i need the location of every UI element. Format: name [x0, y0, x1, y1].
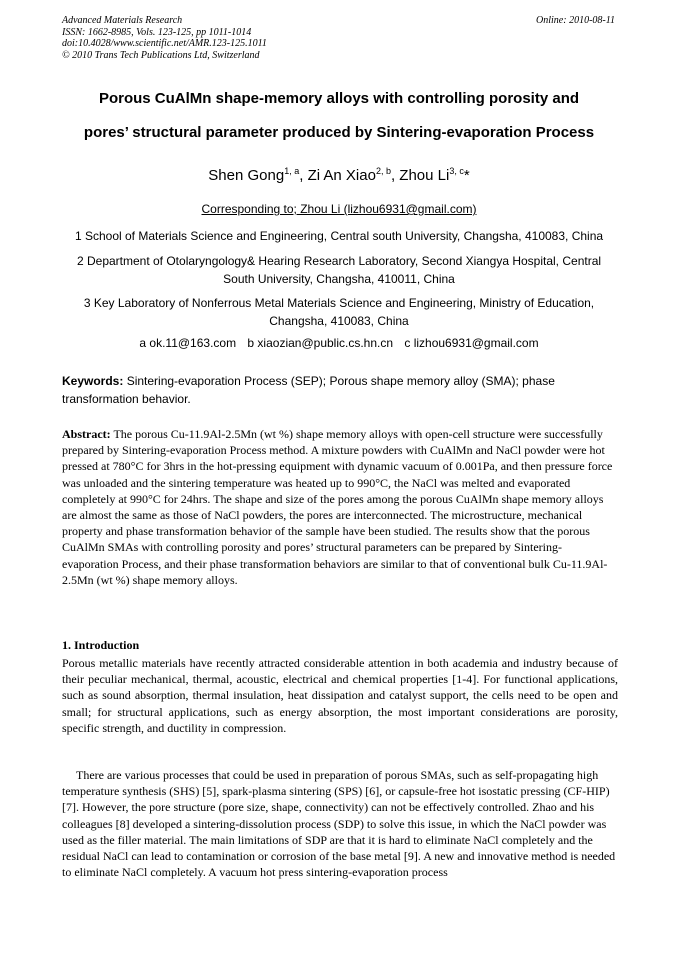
- author-affil-mark: 1, a: [284, 166, 300, 176]
- keywords-text: Sintering-evaporation Process (SEP); Porous shape memory alloy (SMA); phase transformation behavior.: [62, 374, 555, 406]
- email-b[interactable]: b xiaozian@public.cs.hn.cn: [247, 336, 394, 350]
- abstract: [62, 426, 618, 588]
- paper-title-line-1: Porous CuAlMn shape-memory alloys with controlling porosity and: [98, 90, 580, 107]
- introduction-paragraph-2: There are various processes that could be used in preparation of porous SMAs, such as self-propagating high temperature synthesis (SHS) [5], spark-plasma sintering (SPS) [6], or capsule-free hot isostatic pressing (CF-HIP) [7]. However, the pore structure (pore size, shape, connectivity) can not be effectively controlled. Zhao and his colleagues [8] developed a sintering-dissolution process (SDP) to solve this issue, in which the NaCl powder was used as the filler material. The main limitations of SDP are that it is hard to eliminate NaCl completely and the residual NaCl can lead to contamination or corrosion of the base metal [9]. A new and innovative method is needed to eliminate NaCl completely. A vacuum hot press sintering-evaporation process: [62, 768, 616, 880]
- affiliation-2: 2 Department of Otolaryngology& Hearing Research Laboratory, Second Xiangya Hospital, Central South University, Changsha, 410011, China: [76, 254, 602, 286]
- author-name: Shen Gong: [208, 167, 285, 184]
- author-name: Zhou Li: [399, 167, 450, 184]
- section-heading-introduction: 1. Introduction: [62, 638, 140, 652]
- author-separator: *: [463, 167, 470, 184]
- author-affil-mark: 3, c: [449, 166, 464, 176]
- paper-title-line-2: pores’ structural parameter produced by Sintering-evaporation Process: [83, 124, 595, 141]
- journal-copyright: © 2010 Trans Tech Publications Ltd, Switzerland: [62, 49, 260, 61]
- affiliation-3: 3 Key Laboratory of Nonferrous Metal Materials Science and Engineering, Ministry of Education, Changsha, 410083, China: [83, 296, 595, 328]
- introduction-paragraph-1: Porous metallic materials have recently attracted considerable attention in both academia and industry because of their peculiar mechanical, thermal, acoustic, electrical and chemical properties [1-4]. For functional applications, such as sound absorption, thermal insulation, heat dissipation and catalyst support, the cells need to be open and small; for structural applications, such as energy absorption, the most important considerations are porosity, specific strength, and ductility in compression.: [62, 656, 618, 735]
- journal-doi: doi:10.4028/www.scientific.net/AMR.123-125.1011: [62, 38, 267, 49]
- journal-name: Advanced Materials Research: [62, 15, 183, 26]
- online-date: Online: 2010-08-11: [536, 15, 615, 26]
- author-separator: ,: [390, 167, 400, 184]
- corresponding-author: [40, 202, 638, 216]
- email-a[interactable]: a ok.11@163.com: [139, 336, 237, 350]
- abstract-label: Abstract:: [62, 427, 111, 441]
- corresponding-author-text[interactable]: Corresponding to; Zhou Li (lizhou6931@gmail.com): [201, 202, 477, 216]
- author-affil-mark: 2, b: [375, 166, 391, 176]
- author-separator: ,: [299, 167, 308, 184]
- keywords: [62, 372, 616, 408]
- affiliation-1: 1 School of Materials Science and Engineering, Central south University, Changsha, 410083, China: [74, 229, 604, 243]
- journal-issn: ISSN: 1662-8985, Vols. 123-125, pp 1011-1014: [62, 26, 252, 38]
- email-list: [40, 336, 638, 350]
- author-name: Zi An Xiao: [307, 167, 376, 184]
- journal-header: [62, 15, 382, 61]
- email-c[interactable]: c lizhou6931@gmail.com: [404, 336, 539, 350]
- abstract-text: The porous Cu-11.9Al-2.5Mn (wt %) shape memory alloys with open-cell structure were successfully prepared by Sintering-evaporation Process method. A mixture powders with CuAlMn and NaCl powder were hot pressed at 780°C for 3hrs in the hot-pressing equipment with dynamic vacuum of 0.001Pa, and then pressure force was unloaded and the sintering temperature was heated up to 990°C, the NaCl was melted and evaporated completely at 990°C for 24hrs. The shape and size of the pores among the porous CuAlMn shape memory alloys are almost the same as those of NaCl powders, the pores are interconnected. The microstructure, mechanical property and phase transformation behavior of the sample have been studied. The results show that the porous CuAlMn SMAs with controlling porosity and pores’ structural parameters can be prepared by Sintering-evaporation Process, and their phase transformation behaviors are similar to that of conventional bulk Cu-11.9Al-2.5Mn (wt %) shape memory alloys.: [62, 427, 613, 587]
- keywords-label: Keywords:: [62, 374, 124, 388]
- author-list: [40, 166, 638, 184]
